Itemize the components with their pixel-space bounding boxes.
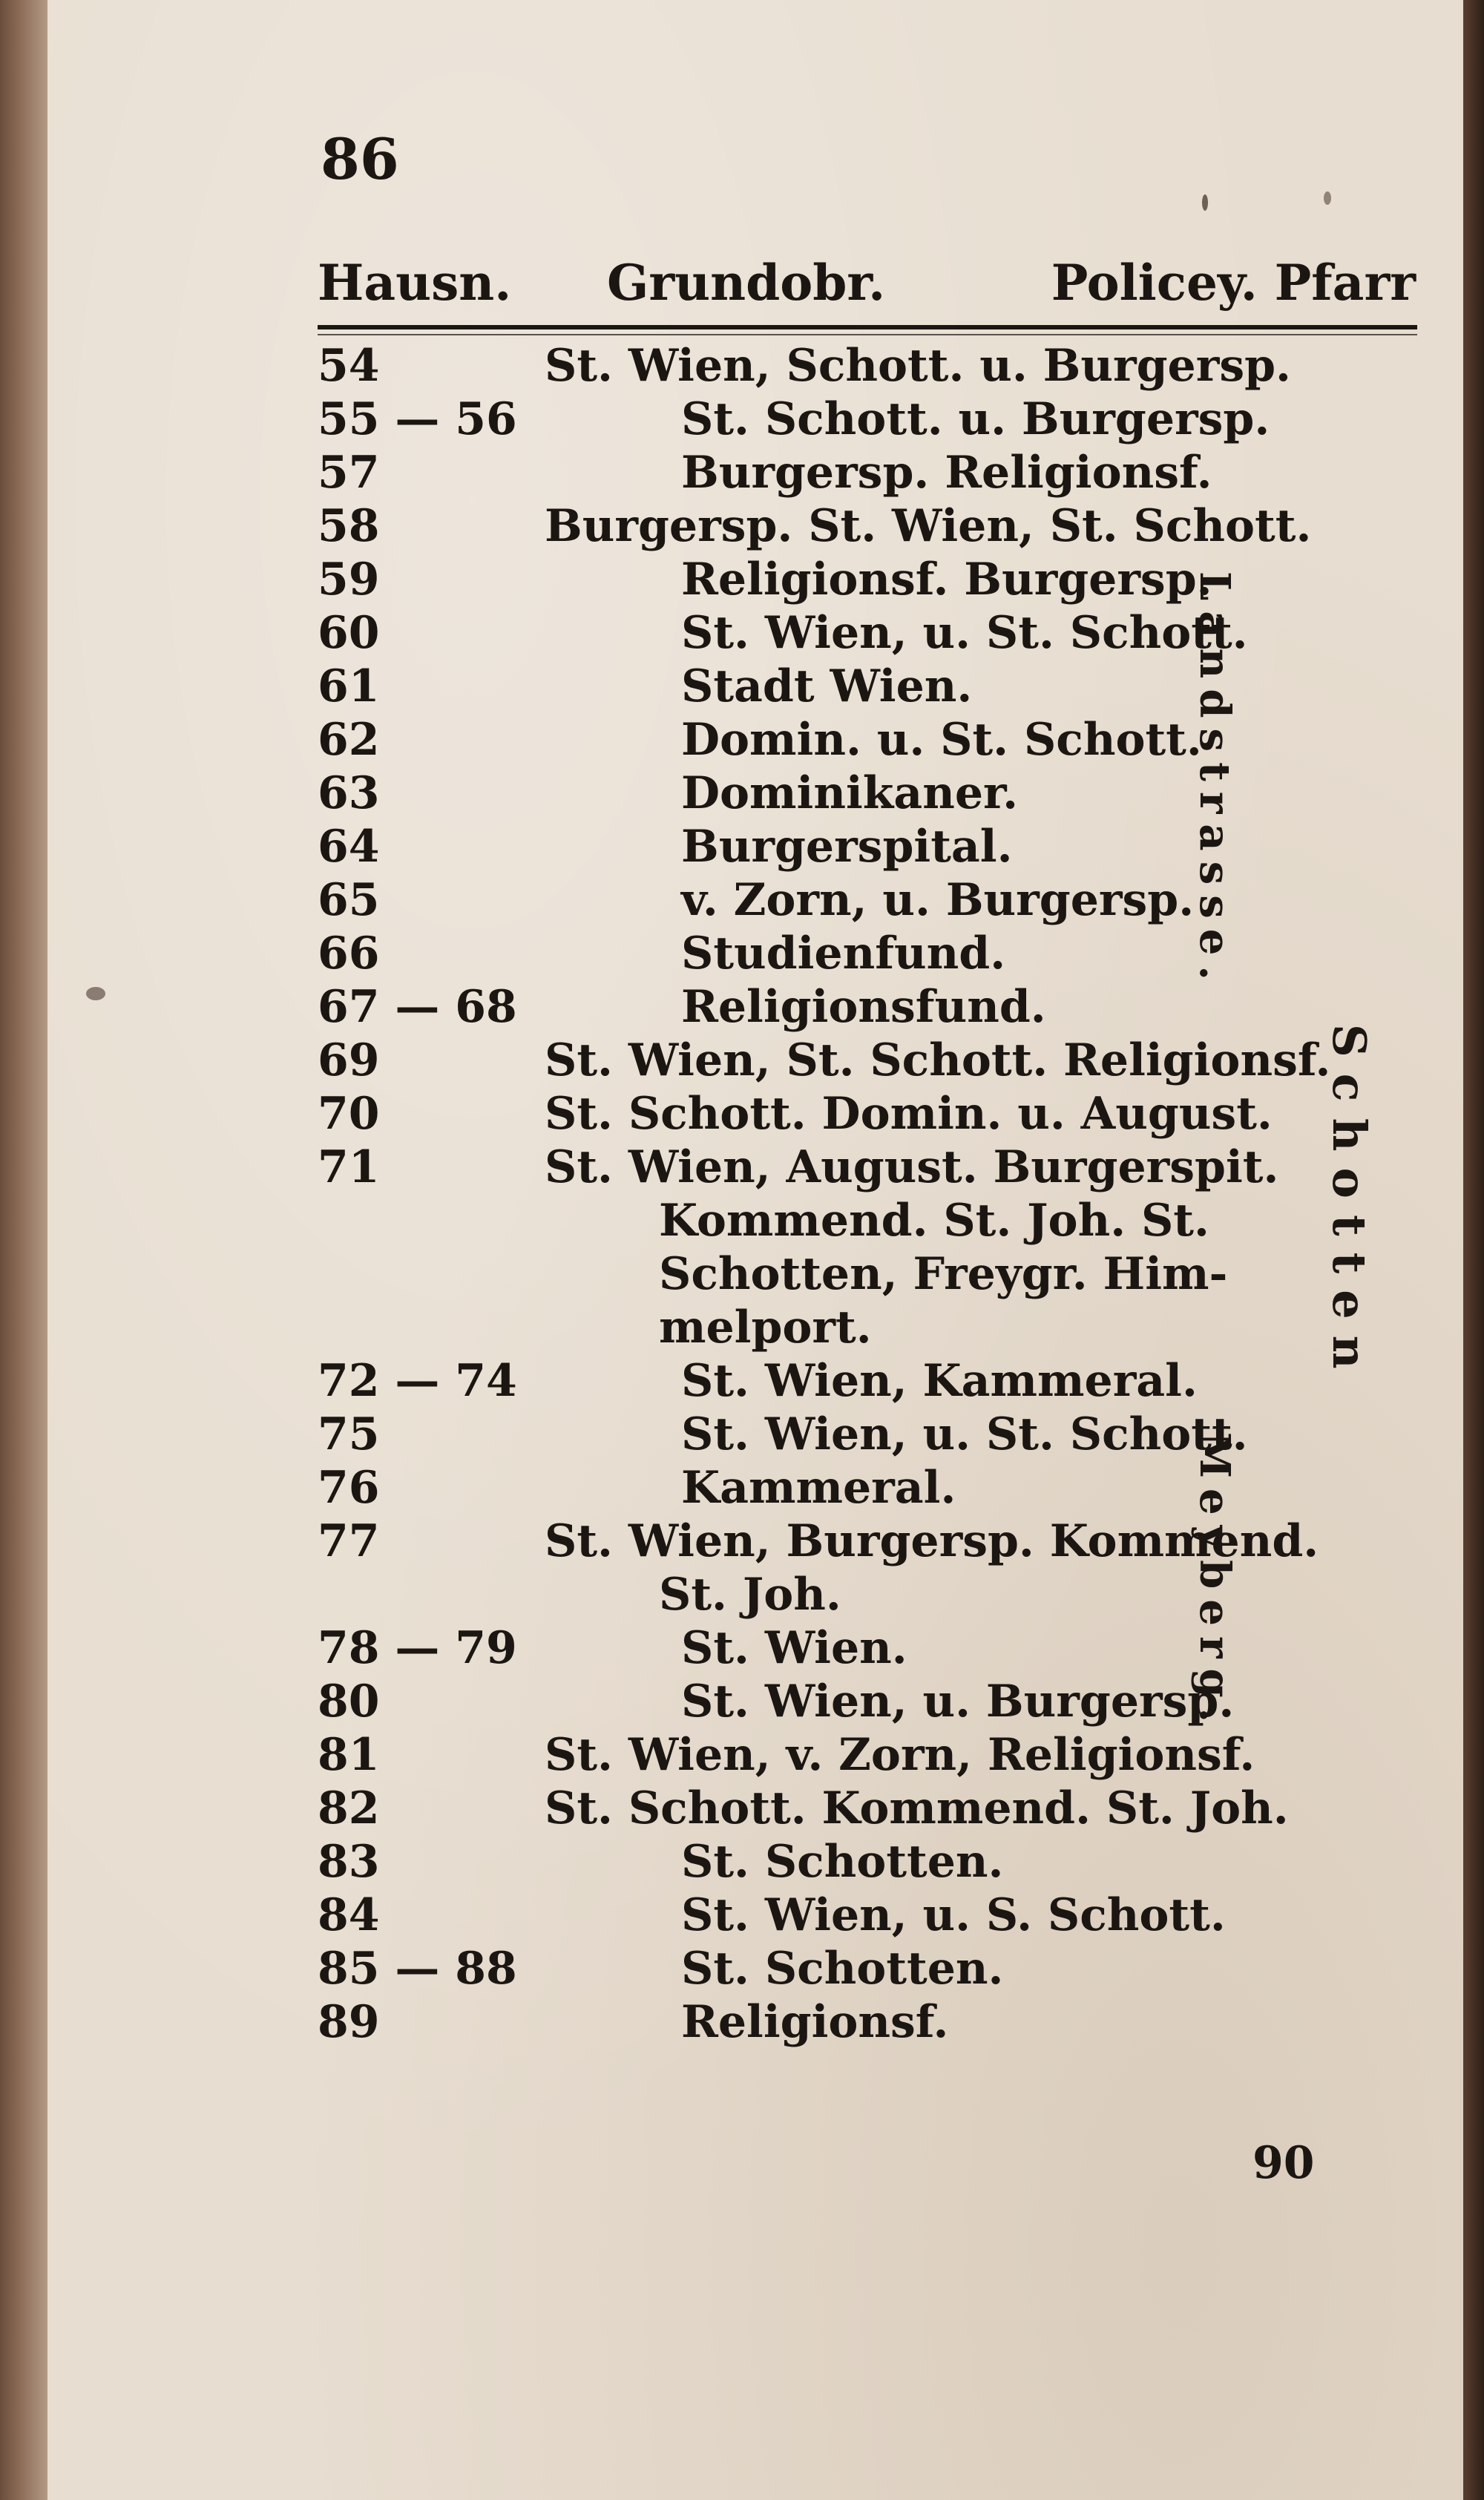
- table-row: [318, 1083, 1273, 1140]
- house-number: 69: [318, 1034, 380, 1086]
- owner-text: Kammeral.: [681, 1462, 956, 1514]
- house-number: 61: [318, 660, 380, 712]
- ink-speck: [1202, 194, 1208, 211]
- house-number: 76: [318, 1462, 380, 1514]
- house-number: 80: [318, 1676, 380, 1728]
- owner-text: Burgersp. Religionsf.: [681, 447, 1212, 499]
- table-row: [318, 1511, 1319, 1567]
- table-row: [318, 1831, 1267, 1888]
- owner-text: St. Wien, St. Schott. Religionsf.: [545, 1034, 1331, 1086]
- owner-text: St. Wien, u. S. Schott.: [681, 1889, 1226, 1941]
- catchword: 90: [1252, 2137, 1315, 2189]
- table-row: [318, 816, 1267, 873]
- owner-text: v. Zorn, u. Burgersp.: [681, 874, 1195, 926]
- table-row: [318, 1885, 1267, 1941]
- owner-text: St. Joh.: [659, 1569, 841, 1621]
- table-row: [318, 656, 1267, 712]
- owner-text: St. Wien.: [681, 1622, 907, 1674]
- house-number: 65: [318, 874, 380, 926]
- header-rule: [318, 325, 1417, 329]
- owner-text: St. Wien, Burgersp. Kommend.: [545, 1515, 1319, 1567]
- table-row: [318, 977, 1267, 1033]
- owner-text: St. Schotten.: [681, 1943, 1004, 1995]
- house-number: 59: [318, 554, 380, 606]
- owner-text: melport.: [659, 1302, 872, 1354]
- house-number: 63: [318, 767, 380, 819]
- table-row: [318, 870, 1267, 926]
- table-row-continuation: [318, 1564, 1267, 1621]
- table-row: [318, 1778, 1289, 1834]
- owner-text: St. Wien, u. St. Schott.: [681, 607, 1248, 659]
- house-number: 82: [318, 1782, 380, 1834]
- owner-text: Schotten, Freygr. Him-: [659, 1248, 1228, 1300]
- book-edge: [1463, 0, 1484, 2500]
- house-number: 64: [318, 821, 380, 873]
- house-number: 72 — 74: [318, 1355, 517, 1407]
- table-header: [318, 254, 1416, 321]
- owner-text: St. Wien, u. St. Schott.: [681, 1408, 1248, 1460]
- table-row: [318, 1404, 1267, 1460]
- house-number: 57: [318, 447, 380, 499]
- table-row: [318, 1030, 1331, 1086]
- house-number: 62: [318, 714, 380, 766]
- table-row: [318, 389, 1270, 445]
- owner-text: St. Schott. Domin. u. August.: [545, 1088, 1273, 1140]
- table-row: [318, 1938, 1267, 1995]
- house-number: 67 — 68: [318, 981, 517, 1033]
- table-row: [318, 335, 1291, 392]
- house-number: 55 — 56: [318, 393, 517, 445]
- table-row: [318, 1671, 1267, 1728]
- house-number: 89: [318, 1996, 380, 2048]
- table-row: [318, 763, 1267, 819]
- house-number: 60: [318, 607, 380, 659]
- house-number: 54: [318, 340, 380, 392]
- table-row-continuation: [318, 1297, 1267, 1354]
- house-number: 81: [318, 1729, 380, 1781]
- owner-text: St. Wien, v. Zorn, Religionsf.: [545, 1729, 1255, 1781]
- house-number: 70: [318, 1088, 380, 1140]
- table-row: [318, 1457, 1267, 1514]
- side-label-outer: Schotten: [1322, 1024, 1376, 1385]
- table-row: [318, 1137, 1279, 1193]
- owner-text: St. Wien, August. Burgerspit.: [545, 1141, 1279, 1193]
- book-page: [47, 0, 1463, 2500]
- table-row: [318, 1725, 1267, 1781]
- table-row: [318, 603, 1267, 659]
- house-number: 66: [318, 928, 380, 980]
- table-row: [318, 709, 1267, 766]
- table-row: [318, 1992, 1267, 2048]
- owner-text: Domin. u. St. Schott.: [681, 714, 1202, 766]
- owner-text: Kommend. St. Joh. St.: [659, 1195, 1209, 1247]
- header-house-number: Hausn.: [318, 254, 512, 312]
- house-number: 84: [318, 1889, 380, 1941]
- table-row: [318, 496, 1312, 552]
- side-label-upper: Landstrasse.: [1190, 571, 1239, 991]
- table-row: [318, 923, 1267, 980]
- table-body: [318, 335, 1331, 2048]
- house-number: 77: [318, 1515, 380, 1567]
- table-row-continuation: [318, 1244, 1267, 1300]
- side-label-lower: Meyberg.: [1190, 1432, 1239, 1733]
- owner-text: St. Wien, u. Burgersp.: [681, 1676, 1235, 1728]
- house-number: 75: [318, 1408, 380, 1460]
- page-number: 86: [321, 126, 399, 192]
- owner-text: Burgerspital.: [681, 821, 1013, 873]
- owner-text: Burgersp. St. Wien, St. Schott.: [545, 500, 1312, 552]
- house-number: 71: [318, 1141, 380, 1193]
- table-row: [318, 549, 1267, 606]
- house-number: 78 — 79: [318, 1622, 517, 1674]
- owner-text: St. Schott. u. Burgersp.: [681, 393, 1270, 445]
- owner-text: Religionsfund.: [681, 981, 1046, 1033]
- table-row-continuation: [318, 1190, 1267, 1247]
- owner-text: St. Schott. Kommend. St. Joh.: [545, 1782, 1289, 1834]
- table-row: [318, 442, 1267, 499]
- owner-text: Dominikaner.: [681, 767, 1018, 819]
- owner-text: St. Schotten.: [681, 1836, 1004, 1888]
- owner-text: Stadt Wien.: [681, 660, 973, 712]
- table-row: [318, 1618, 1267, 1674]
- owner-text: Studienfund.: [681, 928, 1006, 980]
- house-number: 83: [318, 1836, 380, 1888]
- book-binding: [0, 0, 47, 2500]
- ink-speck: [86, 987, 105, 1000]
- house-number: 85 — 88: [318, 1943, 517, 1995]
- table-row: [318, 1351, 1267, 1407]
- owner-text: Religionsf. Burgersp.: [681, 554, 1212, 606]
- header-land-owner: Grundobr.: [607, 254, 886, 312]
- owner-text: St. Wien, Kammeral.: [681, 1355, 1198, 1407]
- ink-speck: [1324, 191, 1331, 205]
- header-police-parish: Policey. Pfarr: [1051, 254, 1416, 312]
- owner-text: St. Wien, Schott. u. Burgersp.: [545, 340, 1291, 392]
- house-number: 58: [318, 500, 380, 552]
- owner-text: Religionsf.: [681, 1996, 949, 2048]
